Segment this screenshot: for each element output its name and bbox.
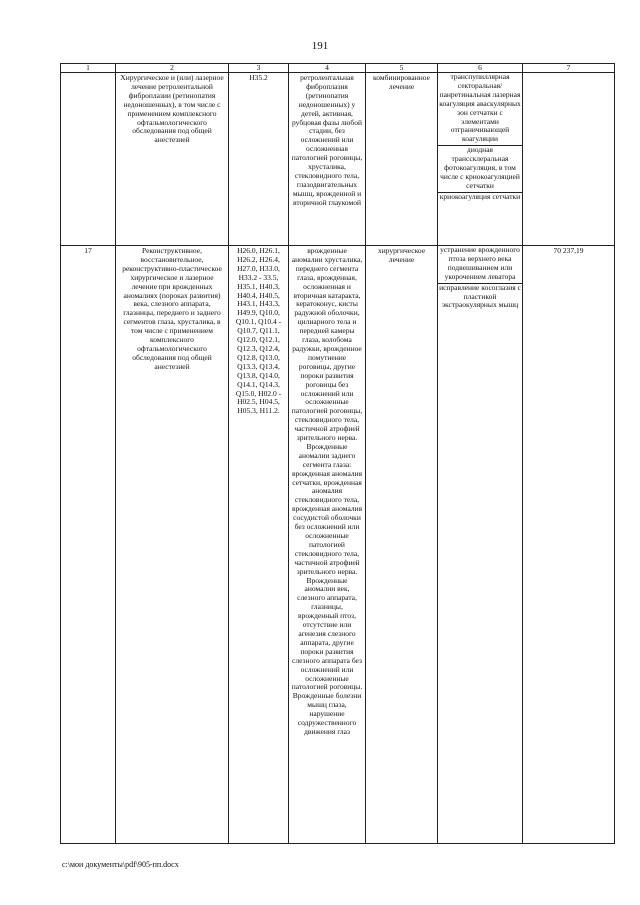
care-type-cell: Реконструктивное, восстановительное, реконструктивно-пластическое хирургическое и лазерное лечение при врожденных аномалиях (пороках развития) века, слезного аппарата, глазницы, переднего и заднего сегментов глаза, хрусталика, в том числе с применением комплексного офтальмологического обследования под общей анестезией — [116, 246, 229, 844]
column-number-row — [61, 64, 615, 73]
cost-cell — [523, 73, 615, 246]
services-table — [60, 63, 615, 844]
cost-cell: 70 237,19 — [523, 246, 615, 844]
icd-codes-cell: H26.0, H26.1, H26.2, H26.4, H27.0, H33.0, H33.2 - 33.5, H35.1, H40.3, H40.4, H40.5, H43.1, H43.3, H49.9, Q10.0, Q10.1, Q10.4 - Q10.7, Q11.1, Q12.0, Q12.1, Q12.3, Q12.4, Q12.8, Q13.0, Q13.3, Q13.4, Q13.8, Q14.0, Q14.1, Q14.3, Q15.0, H02.0 - H02.5, H04.5, H05.3, H11.2. — [229, 246, 289, 844]
column-number: 3 — [229, 64, 289, 73]
table-row — [61, 246, 615, 844]
table-row — [61, 73, 615, 246]
patient-model-cell: ретролентальная фиброплазия (ретинопатия недоношенных) у детей, активная, рубцовая фазы любой стадии, без осложнений или осложненная патологией роговицы, хрусталика, стекловидного тела, глазодвигательных мышц, врожденной и вторичной глаукомой — [289, 73, 366, 246]
method-item: исправление косоглазия с пластикой экстраокулярных мышц — [439, 282, 521, 310]
column-number: 5 — [366, 64, 438, 73]
row-number-cell: 17 — [61, 246, 116, 844]
care-type-cell: Хирургическое и (или) лазерное лечение ретролентальной фиброплазии (ретинопатия недоношенных), в том числе с применением комплексного офтальмологического обследования под общей анестезией — [116, 73, 229, 246]
page-number: 191 — [311, 40, 329, 52]
treatment-type-cell: хирургическое лечение — [366, 246, 438, 844]
method-item: устранение врожденного птоза верхнего века подвешиванием или укорочением леватора — [438, 246, 522, 284]
column-number: 1 — [61, 64, 116, 73]
icd-codes-cell: H35.2 — [229, 73, 289, 246]
method-cell — [438, 246, 523, 844]
column-number: 2 — [116, 64, 229, 73]
treatment-type-cell: комбинированное лечение — [366, 73, 438, 246]
document-path: c:\мои документы\pdf\905-пп.docx — [62, 860, 179, 869]
row-number-cell — [61, 73, 116, 246]
method-item: транспупиллярная секторальная/панретинальная лазерная коагуляция аваскулярных зон сетчатки с элементами отграничивающей коагуляции — [438, 73, 522, 146]
method-cell — [438, 73, 523, 246]
column-number: 6 — [438, 64, 523, 73]
column-number: 7 — [523, 64, 615, 73]
column-number: 4 — [289, 64, 366, 73]
method-item: диодная транссклеральная фотокоагуляция, в том числе с криокоагуляцией сетчатки — [438, 146, 522, 193]
patient-model-cell: врожденные аномалии хрусталика, переднего сегмента глаза, врожденная, осложненная и вторичная катаракта, кератоконус, кисты радужной оболочки, цилиарного тела и передней камеры глаза, колобома радужки, врожденное помутнение роговицы, другие пороки развития роговицы без осложнений или осложненные патологией роговицы, стекловидного тела, частичной атрофией зрительного нерва. Врожденные аномалии заднего сегмента глаза: врожденная аномалия сетчатки, врожденная аномалия стекловидного тела, врожденная аномалия сосудистой оболочки без осложнений или осложненные патологией стекловидного тела, частичной атрофией зрительного нерва. Врожденные аномалии век, слезного аппарата, глазницы, врожденный птоз, отсутствие или агенезия слезного аппарата, другие пороки развития слезного аппарата без осложнений или осложненные патологией роговицы. Врожденные болезни мышц глаза, нарушение содружественного движения глаз — [289, 246, 366, 844]
method-item: криокоагуляция сетчатки — [439, 191, 521, 201]
